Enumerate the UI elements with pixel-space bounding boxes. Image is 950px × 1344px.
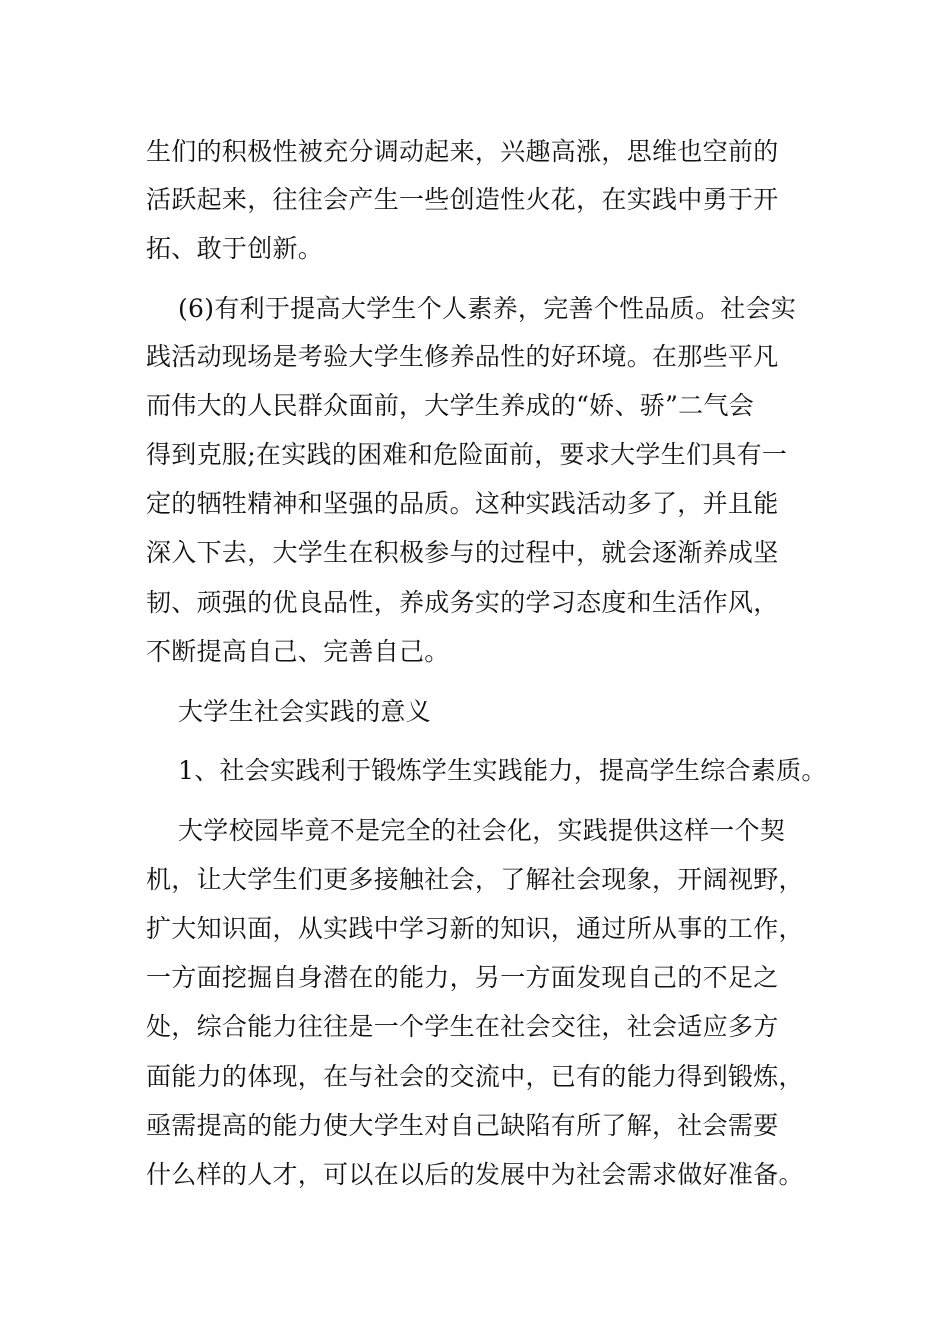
section-heading: 大学生社会实践的意义 bbox=[178, 697, 432, 726]
text-line: 一方面挖掘自身潜在的能力，另一方面发现自己的不足之 bbox=[146, 963, 779, 992]
text-line: 不断提高自己、完善自己。 bbox=[146, 637, 450, 666]
text-line: 机，让大学生们更多接触社会，了解社会现象，开阔视野， bbox=[146, 865, 804, 894]
paragraph-first-line: 大学校园毕竟不是完全的社会化，实践提供这样一个契 bbox=[178, 816, 786, 845]
paragraph-first-line: (6)有利于提高大学生个人素养，完善个性品质。社会实 bbox=[178, 294, 797, 323]
text-line: 扩大知识面，从实践中学习新的知识，通过所从事的工作， bbox=[146, 914, 804, 943]
text-line: 定的牺牲精神和坚强的品质。这种实践活动多了，并且能 bbox=[146, 489, 779, 518]
text-line: 拓、敢于创新。 bbox=[146, 234, 324, 263]
text-line: 活跃起来，往往会产生一些创造性火花，在实践中勇于开 bbox=[146, 185, 779, 214]
text-line: 亟需提高的能力使大学生对自己缺陷有所了解，社会需要 bbox=[146, 1111, 779, 1140]
text-line: 什么样的人才，可以在以后的发展中为社会需求做好准备。 bbox=[146, 1160, 804, 1189]
text-line: 践活动现场是考验大学生修养品性的好环境。在那些平凡 bbox=[146, 342, 779, 371]
numbered-point: 1、社会实践利于锻炼学生实践能力，提高学生综合素质。 bbox=[178, 756, 827, 785]
text-line: 处，综合能力往往是一个学生在社会交往，社会适应多方 bbox=[146, 1012, 779, 1041]
text-line: 而伟大的人民群众面前，大学生养成的“娇、骄”二气会 bbox=[146, 391, 755, 420]
text-line: 生们的积极性被充分调动起来，兴趣高涨，思维也空前的 bbox=[146, 137, 779, 166]
text-line: 韧、顽强的优良品性，养成务实的学习态度和生活作风， bbox=[146, 588, 779, 617]
text-line: 面能力的体现，在与社会的交流中，已有的能力得到锻炼， bbox=[146, 1062, 804, 1091]
text-line: 深入下去，大学生在积极参与的过程中，就会逐渐养成坚 bbox=[146, 538, 779, 567]
text-line: 得到克服;在实践的困难和危险面前，要求大学生们具有一 bbox=[146, 440, 788, 469]
